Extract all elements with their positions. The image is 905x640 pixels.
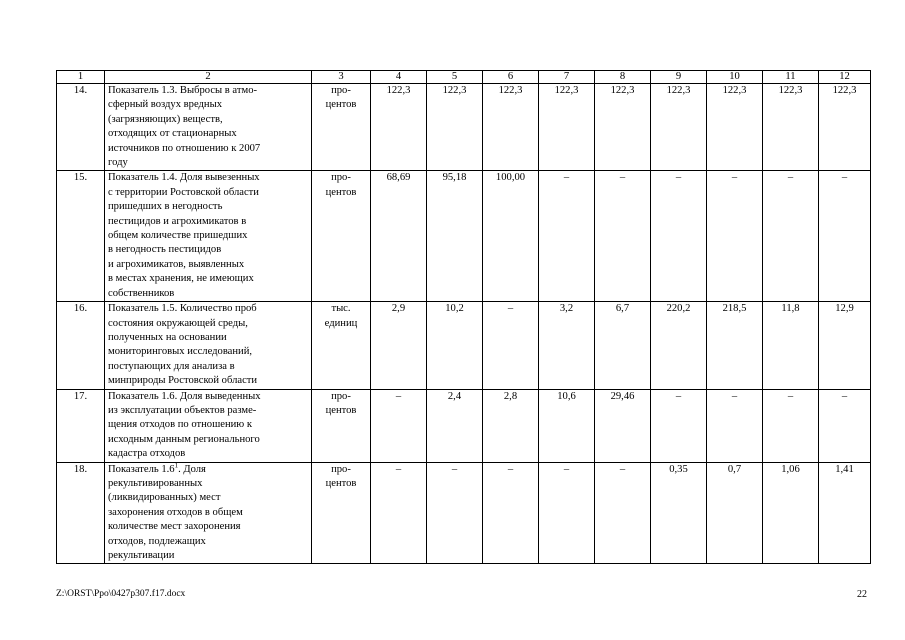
value-cell: – xyxy=(371,389,427,462)
value-cell: 10,6 xyxy=(539,389,595,462)
description-line: в местах хранения, не имеющих xyxy=(108,273,254,285)
value-cell: – xyxy=(483,302,539,389)
unit-line: центов xyxy=(325,404,357,416)
header-cell: 12 xyxy=(819,71,871,84)
description-line: полученных на основании xyxy=(108,331,227,343)
description-line: в негодность пестицидов xyxy=(108,244,222,256)
description-line: захоронения отходов в общем xyxy=(108,506,243,518)
unit-cell xyxy=(312,171,371,302)
description-line: Показатель 1.5. Количество проб xyxy=(108,303,257,315)
header-cell: 7 xyxy=(539,71,595,84)
row-number: 17. xyxy=(57,389,105,462)
description-line: рекультивации xyxy=(108,550,175,561)
value-cell: 122,3 xyxy=(483,84,539,171)
value-cell: – xyxy=(651,171,707,302)
unit-cell xyxy=(312,389,371,462)
header-cell: 4 xyxy=(371,71,427,84)
footer-file-path: Z:\ORST\Ppo\0427p307.f17.docx xyxy=(56,589,186,599)
unit-line: центов xyxy=(325,99,357,111)
header-cell: 3 xyxy=(312,71,371,84)
indicator-description xyxy=(105,302,312,389)
value-cell: – xyxy=(483,462,539,564)
description-line: отходящих от стационарных xyxy=(108,128,237,140)
description-line: (загрязняющих) веществ, xyxy=(108,113,223,125)
value-cell: – xyxy=(595,171,651,302)
unit-cell xyxy=(312,462,371,564)
value-cell: 122,3 xyxy=(763,84,819,171)
value-cell: 122,3 xyxy=(371,84,427,171)
indicator-table xyxy=(56,70,871,564)
description-line: отходов, подлежащих xyxy=(108,535,206,547)
description-line: пестицидов и агрохимикатов в xyxy=(108,215,247,227)
unit-line: тыс. xyxy=(331,303,351,315)
table-row xyxy=(57,84,871,171)
header-cell: 1 xyxy=(57,71,105,84)
footnote-mark: 1 xyxy=(174,461,179,470)
indicator-description xyxy=(105,84,312,171)
value-cell: 29,46 xyxy=(595,389,651,462)
value-cell: 6,7 xyxy=(595,302,651,389)
value-cell: – xyxy=(539,171,595,302)
value-cell: – xyxy=(819,171,871,302)
unit-line: про- xyxy=(331,390,351,402)
table-row xyxy=(57,171,871,302)
value-cell: 122,3 xyxy=(707,84,763,171)
value-cell: 122,3 xyxy=(819,84,871,171)
header-row xyxy=(57,71,871,84)
indicator-description xyxy=(105,389,312,462)
unit-cell xyxy=(312,84,371,171)
value-cell: 220,2 xyxy=(651,302,707,389)
page-number: 22 xyxy=(857,589,867,600)
unit-cell xyxy=(312,302,371,389)
indicator-description xyxy=(105,171,312,302)
description-line: с территории Ростовской области xyxy=(108,186,259,198)
description-line: щения отходов по отношению к xyxy=(108,419,253,431)
description-line: количестве мест захоронения xyxy=(108,521,241,533)
table-row xyxy=(57,462,871,564)
description-line: общем количестве пришедших xyxy=(108,230,248,242)
description-line: пришедших в негодность xyxy=(108,201,223,213)
value-cell: 68,69 xyxy=(371,171,427,302)
value-cell: 3,2 xyxy=(539,302,595,389)
value-cell: 0,7 xyxy=(707,462,763,564)
value-cell: – xyxy=(651,389,707,462)
value-cell: 12,9 xyxy=(819,302,871,389)
value-cell: – xyxy=(539,462,595,564)
description-line: мониторинговых исследований, xyxy=(108,346,253,358)
table-row xyxy=(57,302,871,389)
description-line: и агрохимикатов, выявленных xyxy=(108,258,245,270)
value-cell: 95,18 xyxy=(427,171,483,302)
value-cell: 218,5 xyxy=(707,302,763,389)
unit-line: про- xyxy=(331,172,351,184)
row-number: 14. xyxy=(57,84,105,171)
value-cell: 122,3 xyxy=(595,84,651,171)
row-number: 15. xyxy=(57,171,105,302)
table-row xyxy=(57,389,871,462)
indicator-description xyxy=(105,462,312,564)
description-line: источников по отношению к 2007 xyxy=(108,142,261,154)
value-cell: 0,35 xyxy=(651,462,707,564)
value-cell: – xyxy=(371,462,427,564)
unit-line: единиц xyxy=(324,317,358,329)
description-line: Показатель $1.6^1$. Доля xyxy=(108,461,206,475)
table-body xyxy=(57,71,871,564)
header-cell: 9 xyxy=(651,71,707,84)
value-cell: 100,00 xyxy=(483,171,539,302)
description-line: году xyxy=(108,157,128,169)
description-line: кадастра отходов xyxy=(108,448,186,460)
row-number: 18. xyxy=(57,462,105,564)
value-cell: 2,4 xyxy=(427,389,483,462)
description-line: сферный воздух вредных xyxy=(108,99,222,111)
description-line: собственников xyxy=(108,287,175,299)
unit-line: центов xyxy=(325,477,357,489)
description-line: Показатель 1.6. Доля выведенных xyxy=(108,390,261,402)
description-line: исходным данным регионального xyxy=(108,433,260,445)
value-cell: – xyxy=(595,462,651,564)
description-line: Показатель 1.3. Выбросы в атмо- xyxy=(108,85,258,96)
description-line: поступающих для анализа в xyxy=(108,360,235,372)
row-number: 16. xyxy=(57,302,105,389)
value-cell: 122,3 xyxy=(427,84,483,171)
description-line: состояния окружающей среды, xyxy=(108,317,248,329)
value-cell: 1,41 xyxy=(819,462,871,564)
value-cell: 1,06 xyxy=(763,462,819,564)
value-cell: 11,8 xyxy=(763,302,819,389)
value-cell: 122,3 xyxy=(539,84,595,171)
value-cell: – xyxy=(707,389,763,462)
unit-line: про- xyxy=(331,463,351,475)
header-cell: 10 xyxy=(707,71,763,84)
unit-line: центов xyxy=(325,186,357,198)
description-line: Показатель 1.4. Доля вывезенных xyxy=(108,172,260,184)
value-cell: 2,9 xyxy=(371,302,427,389)
value-cell: 10,2 xyxy=(427,302,483,389)
header-cell: 6 xyxy=(483,71,539,84)
value-cell: – xyxy=(763,171,819,302)
value-cell: – xyxy=(427,462,483,564)
header-cell: 5 xyxy=(427,71,483,84)
value-cell: – xyxy=(763,389,819,462)
value-cell: 2,8 xyxy=(483,389,539,462)
header-cell: 11 xyxy=(763,71,819,84)
unit-line: про- xyxy=(331,85,351,96)
value-cell: – xyxy=(819,389,871,462)
description-line: из эксплуатации объектов разме- xyxy=(108,404,257,416)
header-cell: 8 xyxy=(595,71,651,84)
value-cell: 122,3 xyxy=(651,84,707,171)
description-line: рекультивированных xyxy=(108,477,203,489)
value-cell: – xyxy=(707,171,763,302)
header-cell: 2 xyxy=(105,71,312,84)
description-line: минприроды Ростовской области xyxy=(108,375,258,387)
description-line: (ликвидированных) мест xyxy=(108,492,221,504)
